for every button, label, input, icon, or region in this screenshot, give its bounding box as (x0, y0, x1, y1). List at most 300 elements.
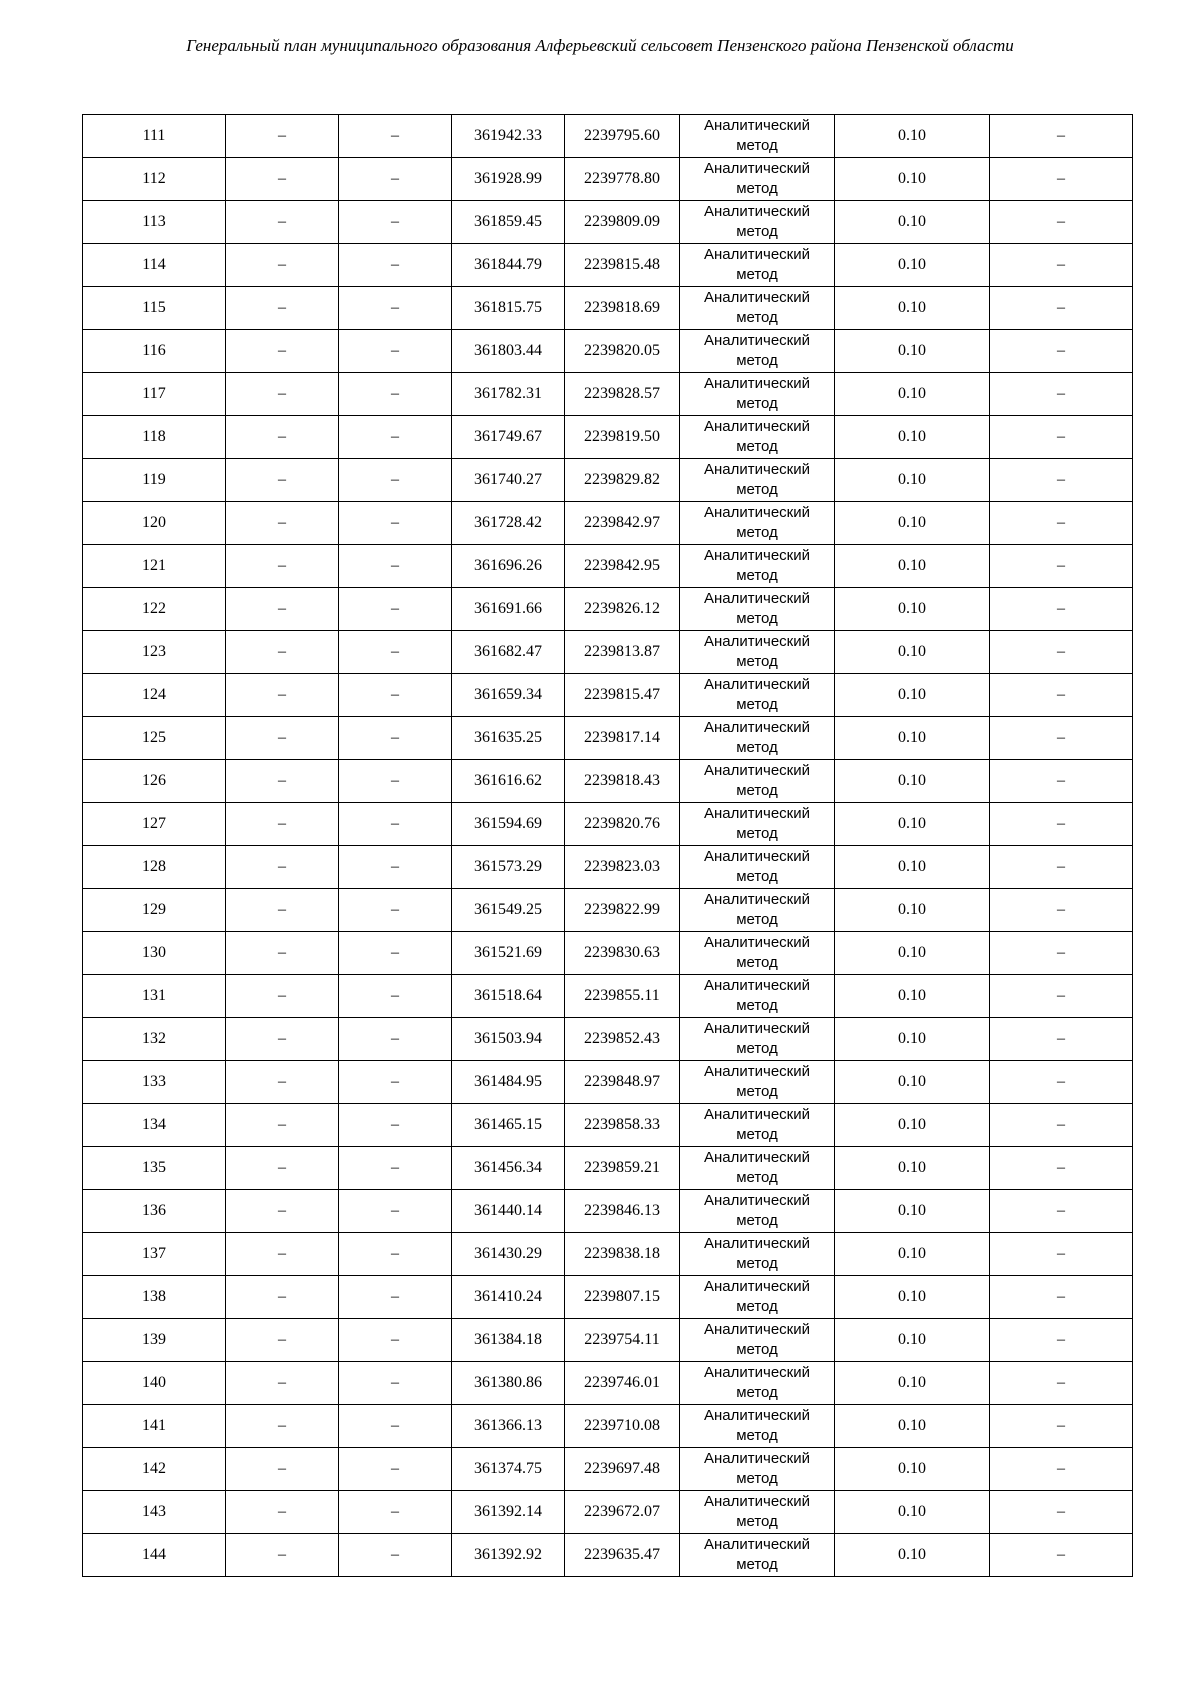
method-text: Аналитический (704, 418, 810, 435)
method-text: Аналитический (704, 633, 810, 650)
empty-dash-cell: – (226, 1319, 339, 1362)
y-coordinate-cell: 2239829.82 (565, 459, 680, 502)
method-cell (680, 1491, 835, 1534)
accuracy-cell: 0.10 (835, 1018, 990, 1061)
empty-dash-cell: – (339, 588, 452, 631)
empty-dash-cell: – (990, 158, 1133, 201)
method-text: метод (736, 1298, 778, 1315)
method-text: Аналитический (704, 1450, 810, 1467)
accuracy-cell: 0.10 (835, 975, 990, 1018)
x-coordinate-cell: 361573.29 (452, 846, 565, 889)
point-number-cell: 141 (83, 1405, 226, 1448)
empty-dash-cell: – (339, 416, 452, 459)
method-text: метод (736, 524, 778, 541)
point-number-cell: 118 (83, 416, 226, 459)
empty-dash-cell: – (226, 1276, 339, 1319)
accuracy-cell: 0.10 (835, 1190, 990, 1233)
empty-dash-cell: – (990, 1448, 1133, 1491)
empty-dash-cell: – (990, 373, 1133, 416)
accuracy-cell: 0.10 (835, 846, 990, 889)
table-row (83, 1061, 1133, 1104)
point-number-cell: 120 (83, 502, 226, 545)
y-coordinate-cell: 2239746.01 (565, 1362, 680, 1405)
method-text: Аналитический (704, 1192, 810, 1209)
empty-dash-cell: – (990, 846, 1133, 889)
point-number-cell: 144 (83, 1534, 226, 1577)
point-number-cell: 111 (83, 115, 226, 158)
accuracy-cell: 0.10 (835, 287, 990, 330)
x-coordinate-cell: 361518.64 (452, 975, 565, 1018)
empty-dash-cell: – (990, 1276, 1133, 1319)
empty-dash-cell: – (226, 416, 339, 459)
method-text: метод (736, 567, 778, 584)
point-number-cell: 138 (83, 1276, 226, 1319)
point-number-cell: 130 (83, 932, 226, 975)
y-coordinate-cell: 2239848.97 (565, 1061, 680, 1104)
y-coordinate-cell: 2239838.18 (565, 1233, 680, 1276)
point-number-cell: 123 (83, 631, 226, 674)
x-coordinate-cell: 361380.86 (452, 1362, 565, 1405)
accuracy-cell: 0.10 (835, 158, 990, 201)
empty-dash-cell: – (339, 674, 452, 717)
table-row (83, 803, 1133, 846)
empty-dash-cell: – (990, 1405, 1133, 1448)
method-cell (680, 1233, 835, 1276)
method-text: Аналитический (704, 332, 810, 349)
table-row (83, 416, 1133, 459)
empty-dash-cell: – (226, 846, 339, 889)
x-coordinate-cell: 361484.95 (452, 1061, 565, 1104)
empty-dash-cell: – (990, 201, 1133, 244)
method-text: метод (736, 1255, 778, 1272)
method-text: метод (736, 696, 778, 713)
method-cell (680, 502, 835, 545)
y-coordinate-cell: 2239809.09 (565, 201, 680, 244)
method-text: Аналитический (704, 719, 810, 736)
point-number-cell: 136 (83, 1190, 226, 1233)
empty-dash-cell: – (339, 545, 452, 588)
empty-dash-cell: – (339, 115, 452, 158)
point-number-cell: 139 (83, 1319, 226, 1362)
method-cell (680, 287, 835, 330)
method-text: метод (736, 997, 778, 1014)
table-row (83, 545, 1133, 588)
accuracy-cell: 0.10 (835, 330, 990, 373)
method-text: метод (736, 481, 778, 498)
empty-dash-cell: – (339, 1104, 452, 1147)
method-text: Аналитический (704, 504, 810, 521)
empty-dash-cell: – (226, 1448, 339, 1491)
y-coordinate-cell: 2239823.03 (565, 846, 680, 889)
table-row (83, 588, 1133, 631)
table-row (83, 244, 1133, 287)
method-text: Аналитический (704, 1321, 810, 1338)
accuracy-cell: 0.10 (835, 1233, 990, 1276)
empty-dash-cell: – (226, 631, 339, 674)
table-row (83, 889, 1133, 932)
method-text: метод (736, 1427, 778, 1444)
empty-dash-cell: – (990, 330, 1133, 373)
method-cell (680, 373, 835, 416)
table-row (83, 115, 1133, 158)
empty-dash-cell: – (339, 158, 452, 201)
method-text: метод (736, 1513, 778, 1530)
table-row (83, 1104, 1133, 1147)
x-coordinate-cell: 361691.66 (452, 588, 565, 631)
method-cell (680, 717, 835, 760)
point-number-cell: 115 (83, 287, 226, 330)
x-coordinate-cell: 361410.24 (452, 1276, 565, 1319)
y-coordinate-cell: 2239807.15 (565, 1276, 680, 1319)
y-coordinate-cell: 2239795.60 (565, 115, 680, 158)
empty-dash-cell: – (339, 1491, 452, 1534)
point-number-cell: 129 (83, 889, 226, 932)
method-cell (680, 158, 835, 201)
empty-dash-cell: – (990, 1491, 1133, 1534)
x-coordinate-cell: 361942.33 (452, 115, 565, 158)
method-text: метод (736, 266, 778, 283)
method-text: метод (736, 1384, 778, 1401)
method-cell (680, 1061, 835, 1104)
empty-dash-cell: – (226, 1233, 339, 1276)
y-coordinate-cell: 2239826.12 (565, 588, 680, 631)
y-coordinate-cell: 2239635.47 (565, 1534, 680, 1577)
x-coordinate-cell: 361440.14 (452, 1190, 565, 1233)
empty-dash-cell: – (339, 1276, 452, 1319)
method-cell (680, 1147, 835, 1190)
method-cell (680, 975, 835, 1018)
method-text: Аналитический (704, 203, 810, 220)
method-text: метод (736, 1169, 778, 1186)
method-cell (680, 330, 835, 373)
point-number-cell: 116 (83, 330, 226, 373)
method-text: Аналитический (704, 1020, 810, 1037)
method-text: метод (736, 653, 778, 670)
point-number-cell: 121 (83, 545, 226, 588)
table-row (83, 287, 1133, 330)
empty-dash-cell: – (226, 889, 339, 932)
method-cell (680, 244, 835, 287)
empty-dash-cell: – (990, 1018, 1133, 1061)
table-row (83, 1319, 1133, 1362)
y-coordinate-cell: 2239710.08 (565, 1405, 680, 1448)
method-text: метод (736, 137, 778, 154)
coordinates-table (82, 114, 1133, 1577)
empty-dash-cell: – (226, 674, 339, 717)
y-coordinate-cell: 2239822.99 (565, 889, 680, 932)
table-row (83, 846, 1133, 889)
accuracy-cell: 0.10 (835, 416, 990, 459)
method-text: Аналитический (704, 1149, 810, 1166)
x-coordinate-cell: 361392.14 (452, 1491, 565, 1534)
accuracy-cell: 0.10 (835, 459, 990, 502)
method-text: Аналитический (704, 246, 810, 263)
empty-dash-cell: – (226, 158, 339, 201)
accuracy-cell: 0.10 (835, 1319, 990, 1362)
table-row (83, 158, 1133, 201)
accuracy-cell: 0.10 (835, 588, 990, 631)
y-coordinate-cell: 2239846.13 (565, 1190, 680, 1233)
table-row (83, 373, 1133, 416)
empty-dash-cell: – (339, 1233, 452, 1276)
x-coordinate-cell: 361749.67 (452, 416, 565, 459)
method-text: Аналитический (704, 762, 810, 779)
empty-dash-cell: – (990, 1233, 1133, 1276)
method-text: Аналитический (704, 160, 810, 177)
empty-dash-cell: – (339, 1362, 452, 1405)
method-cell (680, 846, 835, 889)
method-cell (680, 201, 835, 244)
x-coordinate-cell: 361635.25 (452, 717, 565, 760)
method-cell (680, 416, 835, 459)
x-coordinate-cell: 361682.47 (452, 631, 565, 674)
accuracy-cell: 0.10 (835, 674, 990, 717)
x-coordinate-cell: 361366.13 (452, 1405, 565, 1448)
empty-dash-cell: – (339, 717, 452, 760)
empty-dash-cell: – (339, 1448, 452, 1491)
method-cell (680, 803, 835, 846)
table-row (83, 674, 1133, 717)
empty-dash-cell: – (226, 330, 339, 373)
method-text: метод (736, 180, 778, 197)
y-coordinate-cell: 2239778.80 (565, 158, 680, 201)
empty-dash-cell: – (990, 760, 1133, 803)
method-cell (680, 115, 835, 158)
x-coordinate-cell: 361740.27 (452, 459, 565, 502)
empty-dash-cell: – (226, 373, 339, 416)
empty-dash-cell: – (990, 889, 1133, 932)
empty-dash-cell: – (339, 201, 452, 244)
empty-dash-cell: – (226, 1147, 339, 1190)
method-text: метод (736, 1556, 778, 1573)
y-coordinate-cell: 2239842.95 (565, 545, 680, 588)
empty-dash-cell: – (990, 1319, 1133, 1362)
method-text: Аналитический (704, 1063, 810, 1080)
x-coordinate-cell: 361815.75 (452, 287, 565, 330)
table-row (83, 760, 1133, 803)
point-number-cell: 133 (83, 1061, 226, 1104)
table-row (83, 1276, 1133, 1319)
y-coordinate-cell: 2239859.21 (565, 1147, 680, 1190)
accuracy-cell: 0.10 (835, 502, 990, 545)
table-row (83, 1190, 1133, 1233)
x-coordinate-cell: 361696.26 (452, 545, 565, 588)
empty-dash-cell: – (339, 760, 452, 803)
point-number-cell: 132 (83, 1018, 226, 1061)
y-coordinate-cell: 2239672.07 (565, 1491, 680, 1534)
empty-dash-cell: – (339, 330, 452, 373)
method-text: метод (736, 739, 778, 756)
method-text: Аналитический (704, 676, 810, 693)
table-row (83, 201, 1133, 244)
method-text: метод (736, 782, 778, 799)
accuracy-cell: 0.10 (835, 373, 990, 416)
x-coordinate-cell: 361430.29 (452, 1233, 565, 1276)
table-row (83, 1018, 1133, 1061)
accuracy-cell: 0.10 (835, 115, 990, 158)
method-text: Аналитический (704, 891, 810, 908)
accuracy-cell: 0.10 (835, 1061, 990, 1104)
method-text: Аналитический (704, 289, 810, 306)
empty-dash-cell: – (339, 1319, 452, 1362)
method-text: метод (736, 1040, 778, 1057)
y-coordinate-cell: 2239852.43 (565, 1018, 680, 1061)
method-cell (680, 588, 835, 631)
empty-dash-cell: – (990, 1362, 1133, 1405)
x-coordinate-cell: 361374.75 (452, 1448, 565, 1491)
x-coordinate-cell: 361928.99 (452, 158, 565, 201)
point-number-cell: 126 (83, 760, 226, 803)
method-cell (680, 1362, 835, 1405)
y-coordinate-cell: 2239819.50 (565, 416, 680, 459)
method-text: Аналитический (704, 934, 810, 951)
x-coordinate-cell: 361859.45 (452, 201, 565, 244)
method-text: Аналитический (704, 461, 810, 478)
table-row (83, 975, 1133, 1018)
empty-dash-cell: – (226, 760, 339, 803)
x-coordinate-cell: 361392.92 (452, 1534, 565, 1577)
empty-dash-cell: – (339, 1190, 452, 1233)
table-row (83, 459, 1133, 502)
method-text: метод (736, 223, 778, 240)
accuracy-cell: 0.10 (835, 760, 990, 803)
accuracy-cell: 0.10 (835, 201, 990, 244)
point-number-cell: 127 (83, 803, 226, 846)
method-cell (680, 1405, 835, 1448)
empty-dash-cell: – (339, 1534, 452, 1577)
method-cell (680, 932, 835, 975)
empty-dash-cell: – (990, 932, 1133, 975)
method-text: Аналитический (704, 1106, 810, 1123)
method-text: метод (736, 438, 778, 455)
empty-dash-cell: – (226, 1061, 339, 1104)
method-text: Аналитический (704, 1278, 810, 1295)
empty-dash-cell: – (990, 1190, 1133, 1233)
accuracy-cell: 0.10 (835, 631, 990, 674)
y-coordinate-cell: 2239817.14 (565, 717, 680, 760)
x-coordinate-cell: 361503.94 (452, 1018, 565, 1061)
x-coordinate-cell: 361728.42 (452, 502, 565, 545)
empty-dash-cell: – (226, 932, 339, 975)
accuracy-cell: 0.10 (835, 803, 990, 846)
method-text: метод (736, 954, 778, 971)
method-text: метод (736, 309, 778, 326)
point-number-cell: 117 (83, 373, 226, 416)
x-coordinate-cell: 361456.34 (452, 1147, 565, 1190)
y-coordinate-cell: 2239754.11 (565, 1319, 680, 1362)
method-text: Аналитический (704, 375, 810, 392)
point-number-cell: 128 (83, 846, 226, 889)
x-coordinate-cell: 361384.18 (452, 1319, 565, 1362)
empty-dash-cell: – (226, 975, 339, 1018)
method-text: Аналитический (704, 1407, 810, 1424)
method-text: Аналитический (704, 590, 810, 607)
accuracy-cell: 0.10 (835, 717, 990, 760)
x-coordinate-cell: 361659.34 (452, 674, 565, 717)
method-text: метод (736, 1083, 778, 1100)
point-number-cell: 142 (83, 1448, 226, 1491)
empty-dash-cell: – (339, 1405, 452, 1448)
empty-dash-cell: – (339, 803, 452, 846)
point-number-cell: 113 (83, 201, 226, 244)
empty-dash-cell: – (226, 588, 339, 631)
method-cell (680, 631, 835, 674)
point-number-cell: 125 (83, 717, 226, 760)
empty-dash-cell: – (226, 287, 339, 330)
method-text: метод (736, 1341, 778, 1358)
empty-dash-cell: – (339, 244, 452, 287)
method-text: Аналитический (704, 1536, 810, 1553)
method-cell (680, 545, 835, 588)
empty-dash-cell: – (990, 631, 1133, 674)
method-cell (680, 1104, 835, 1147)
point-number-cell: 137 (83, 1233, 226, 1276)
method-text: Аналитический (704, 117, 810, 134)
empty-dash-cell: – (226, 502, 339, 545)
y-coordinate-cell: 2239820.76 (565, 803, 680, 846)
empty-dash-cell: – (226, 717, 339, 760)
method-text: метод (736, 1126, 778, 1143)
x-coordinate-cell: 361782.31 (452, 373, 565, 416)
x-coordinate-cell: 361521.69 (452, 932, 565, 975)
y-coordinate-cell: 2239818.43 (565, 760, 680, 803)
y-coordinate-cell: 2239813.87 (565, 631, 680, 674)
empty-dash-cell: – (339, 631, 452, 674)
accuracy-cell: 0.10 (835, 1147, 990, 1190)
method-text: метод (736, 911, 778, 928)
empty-dash-cell: – (339, 975, 452, 1018)
empty-dash-cell: – (990, 459, 1133, 502)
method-text: Аналитический (704, 1364, 810, 1381)
y-coordinate-cell: 2239830.63 (565, 932, 680, 975)
method-text: метод (736, 395, 778, 412)
method-text: метод (736, 825, 778, 842)
empty-dash-cell: – (990, 674, 1133, 717)
method-text: Аналитический (704, 848, 810, 865)
method-text: метод (736, 868, 778, 885)
table-row (83, 1405, 1133, 1448)
empty-dash-cell: – (339, 502, 452, 545)
method-cell (680, 459, 835, 502)
method-text: Аналитический (704, 547, 810, 564)
empty-dash-cell: – (990, 1147, 1133, 1190)
x-coordinate-cell: 361549.25 (452, 889, 565, 932)
accuracy-cell: 0.10 (835, 1448, 990, 1491)
method-text: метод (736, 1470, 778, 1487)
method-text: Аналитический (704, 1493, 810, 1510)
point-number-cell: 140 (83, 1362, 226, 1405)
empty-dash-cell: – (990, 115, 1133, 158)
accuracy-cell: 0.10 (835, 889, 990, 932)
table-body (83, 115, 1133, 1577)
empty-dash-cell: – (226, 1362, 339, 1405)
method-text: метод (736, 610, 778, 627)
method-cell (680, 1534, 835, 1577)
method-text: метод (736, 352, 778, 369)
empty-dash-cell: – (990, 588, 1133, 631)
table-row (83, 631, 1133, 674)
empty-dash-cell: – (226, 545, 339, 588)
method-cell (680, 1319, 835, 1362)
empty-dash-cell: – (226, 1104, 339, 1147)
method-cell (680, 760, 835, 803)
empty-dash-cell: – (226, 201, 339, 244)
empty-dash-cell: – (339, 1061, 452, 1104)
empty-dash-cell: – (339, 889, 452, 932)
method-text: Аналитический (704, 1235, 810, 1252)
accuracy-cell: 0.10 (835, 1362, 990, 1405)
empty-dash-cell: – (339, 846, 452, 889)
